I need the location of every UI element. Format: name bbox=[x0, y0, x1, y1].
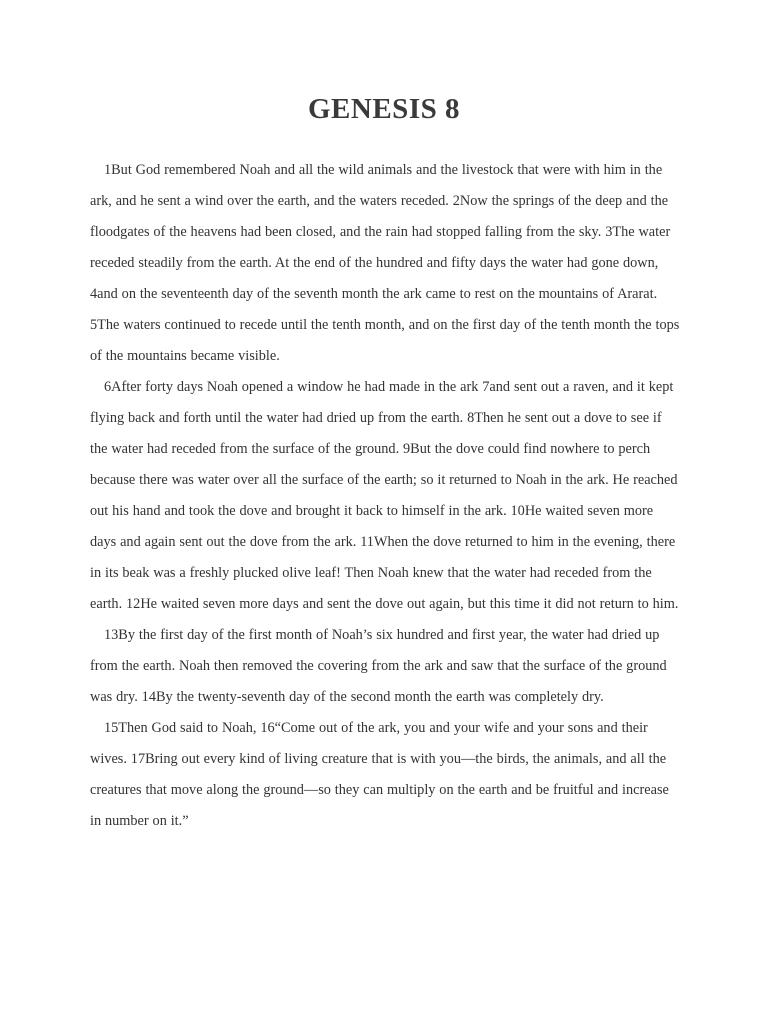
paragraph: 13By the first day of the first month of Noah’s six hundred and first year, the water had dried up from the earth. Noah then removed the covering from the ark and saw that the surface of the ground was dry. 14By the twenty-seventh day of the second month the earth was completely dry. bbox=[90, 627, 667, 705]
page-title: GENESIS 8 bbox=[308, 93, 460, 125]
paragraph: 6After forty days Noah opened a window he had made in the ark 7and sent out a raven, and it kept flying back and forth until the water had dried up from the earth. 8Then he sent out a dove to see if the water had receded from the surface of the ground. 9But the dove could find nowhere to perch because there was water over all the surface of the earth; so it returned to Noah in the ark. He reached out his hand and took the dove and brought it back to himself in the ark. 10He waited seven more days and again sent out the dove from the ark. 11When the dove returned to him in the evening, there in its beak was a freshly plucked olive leaf! Then Noah knew that the water had receded from the earth. 12He waited seven more days and sent the dove out again, but this time it did not return to him. bbox=[90, 379, 679, 612]
paragraph: 15Then God said to Noah, 16“Come out of the ark, you and your wife and your sons and their wives. 17Bring out every kind of living creature that is with you—the birds, the animals, and all the creatures that move along the ground—so they can multiply on the earth and be fruitful and increase in number on it.” bbox=[90, 720, 669, 829]
paragraph: 1But God remembered Noah and all the wild animals and the livestock that were with him in the ark, and he sent a wind over the earth, and the waters receded. 2Now the springs of the deep and the floodgates of the heavens had been closed, and the rain had stopped falling from the sky. 3The water receded steadily from the earth. At the end of the hundred and fifty days the water had gone down, 4and on the seventeenth day of the seventh month the ark came to rest on the mountains of Ararat. 5The waters continued to recede until the tenth month, and on the first day of the tenth month the tops of the mountains became visible. bbox=[90, 162, 680, 364]
body-text bbox=[90, 155, 680, 837]
